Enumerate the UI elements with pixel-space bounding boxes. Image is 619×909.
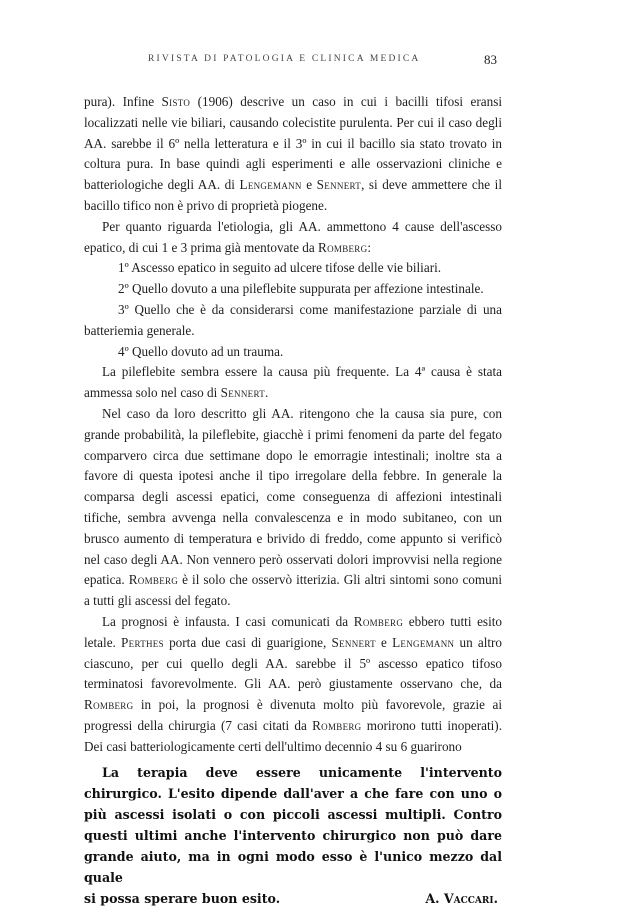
text-run: morirono tutti inoperati). Dei casi batteriologicamente certi dell'ultimo decennio 4 su 6 guarirono xyxy=(84,717,502,754)
text-run: è il solo che osservò itterizia. Gli altri sintomi sono comuni a tutti gli ascessi del fegato. xyxy=(84,572,503,609)
cause-item-4: 4º Quello dovuto ad un trauma. xyxy=(118,343,284,359)
page-number: 83 xyxy=(484,52,497,67)
text-run: porta due casi di guarigione, xyxy=(163,634,332,650)
author-name: Romberg xyxy=(318,239,368,255)
text-run: : xyxy=(367,239,372,255)
summary-text: La terapia deve essere unicamente l'intervento chirurgico. L'esito dipende dall'aver a che fare con uno o più ascessi isolati o con piccoli ascessi multipli. Contro questi ultimi anche l'intervento chirurgico non può dare grande aiuto, ma in ogni modo esso è l'unico mezzo dal quale xyxy=(84,764,502,885)
author-name: Sennert xyxy=(331,634,376,650)
text-run: un altro ciascuno, per cui quello degli AA. sarebbe il 5º ascesso epatico tifoso terminatosi favorevolmente. Gli AA. però giustamente osservano che, da xyxy=(84,634,503,692)
text-run: La pileflebite sembra essere la causa più frequente. La 4ª causa è stata ammessa solo nel caso di xyxy=(84,364,502,401)
paragraph-prognosis xyxy=(84,612,502,758)
text-run: . xyxy=(265,385,269,401)
summary-paragraph xyxy=(84,762,502,909)
author-name: Lengemann xyxy=(392,634,455,650)
text-run: Nel caso da loro descritto gli AA. ritengono che la causa sia pure, con grande probabilità, la pileflebite, giacchè i primi fenomeni da parte del fegato comparvero circa due settimane dopo le emorragie intestinali; inoltre sta a favore di questa ipotesi anche il tipo irregolare della febbre. In generale la comparsa degli ascessi epatici, come conseguenza di affezioni intestinali tifiche, sembra avvenga nella convalescenza e in modo subitaneo, con un brusco aumento di temperatura e brivido di freddo, come appunto si verificò nel caso degli AA. Non vennero però osservati dolori improvvisi nella regione epatica. xyxy=(84,405,502,588)
author-name: Romberg xyxy=(353,613,404,629)
text-run: Per quanto riguarda l'etiologia, gli AA. ammettono 4 cause dell'ascesso epatico, di cui 1 e 3 prima già mentovate da xyxy=(84,218,502,255)
text-run: pura). Infine xyxy=(84,94,162,109)
paragraph-case xyxy=(84,404,502,612)
text-run: e xyxy=(301,177,317,193)
author-name: Sennert xyxy=(316,177,362,193)
journal-title: RIVISTA DI PATOLOGIA E CLINICA MEDICA xyxy=(148,54,421,64)
author-name: Sisto xyxy=(161,94,191,109)
author-name: Sennert xyxy=(220,385,265,401)
paragraph-pileflebite xyxy=(84,362,502,404)
paragraph-sisto xyxy=(84,92,502,217)
cause-item-1: 1º Ascesso epatico in seguito ad ulcere tifose delle vie biliari. xyxy=(118,260,442,276)
cause-item-2: 2º Quello dovuto a una pileflebite suppurata per affezione intestinale. xyxy=(118,281,484,297)
text-run: in poi, la prognosi è divenuta molto più favorevole, grazie ai progressi della chirurgia (7 casi citati da xyxy=(84,697,502,733)
text-run: La prognosi è infausta. I casi comunicati da xyxy=(102,613,354,629)
running-header xyxy=(0,52,619,72)
text-run: , si deve ammettere che il bacillo tifico non è privo di proprietà piogene. xyxy=(84,177,502,213)
text-run: ebbero tutti esito letale. xyxy=(84,613,502,650)
cause-item-3: 3º Quello che è da considerarsi come manifestazione parziale di una batteriemia generale. xyxy=(84,301,502,338)
author-name: Romberg xyxy=(128,572,179,588)
author-name: Lengemann xyxy=(239,177,302,193)
signature-line xyxy=(84,888,502,909)
author-name: Perthes xyxy=(121,634,164,650)
text-run: e xyxy=(375,634,393,650)
summary-last-line: si possa sperare buon esito. xyxy=(84,890,281,906)
author-name: Romberg xyxy=(84,697,134,713)
author-name: Romberg xyxy=(312,717,362,733)
paragraph-etiology xyxy=(84,217,502,259)
article-body xyxy=(84,92,502,909)
text-run: (1906) descrive un caso in cui i bacilli tifosi eransi localizzati nelle vie biliari, causando colecistite purulenta. Per cui il caso degli AA. sarebbe il 6º nella letteratura e il 3º in cui il bacillo sia stato trovato in coltura pura. In base quindi agli esperimenti e alle osservazioni cliniche e batteriologiche degli AA. di xyxy=(84,94,502,193)
author-signature: A. Vaccari. xyxy=(425,890,498,906)
